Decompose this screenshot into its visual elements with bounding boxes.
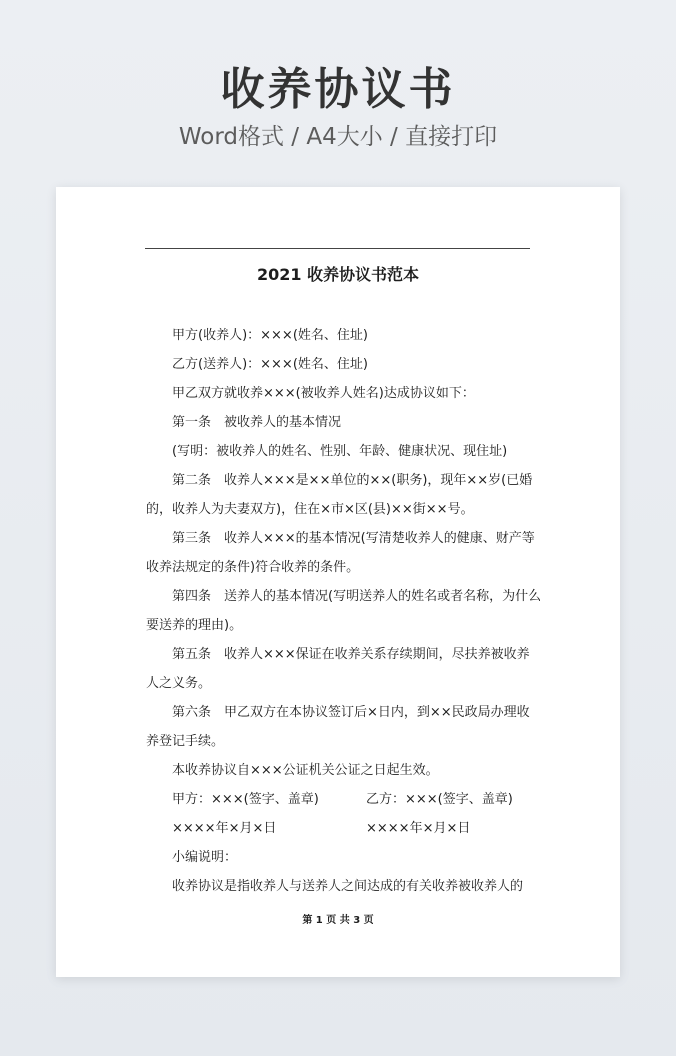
agreement-intro: 甲乙双方就收养×××(被收养人姓名)达成协议如下： <box>172 386 475 401</box>
article-6: 第六条 甲乙双方在本协议签订后×日内，到××民政局办理收养登记手续。 <box>146 705 530 749</box>
banner <box>0 0 676 180</box>
signature-row <box>146 785 542 814</box>
document-body <box>146 321 542 901</box>
page-number: 第 1 页 共 3 页 <box>302 915 374 926</box>
editor-note-text: 收养协议是指收养人与送养人之间达成的有关收养被收养人的 <box>172 879 524 894</box>
header-rule <box>145 248 530 249</box>
article-5: 第五条 收养人×××保证在收养关系存续期间，尽扶养被收养人之义务。 <box>146 647 530 691</box>
party-a-line: 甲方(收养人)：×××(姓名、住址) <box>172 328 368 343</box>
party-b-signature: 乙方：×××(签字、盖章) <box>366 792 513 807</box>
document-title: 2021 收养协议书范本 <box>256 265 420 284</box>
editor-note-heading: 小编说明： <box>172 850 238 865</box>
date-row <box>146 814 542 843</box>
article-1: 第一条 被收养人的基本情况 <box>172 415 342 430</box>
party-b-line: 乙方(送养人)：×××(姓名、住址) <box>172 357 368 372</box>
banner-title: 收养协议书 <box>220 64 456 115</box>
effective-clause: 本收养协议自×××公证机关公证之日起生效。 <box>172 763 439 778</box>
party-a-date: ××××年×月×日 <box>172 821 277 836</box>
party-b-date: ××××年×月×日 <box>366 821 471 836</box>
article-4: 第四条 送养人的基本情况(写明送养人的姓名或者名称，为什么要送养的理由)。 <box>146 589 542 633</box>
banner-subtitle: Word格式 / A4大小 / 直接打印 <box>178 124 498 150</box>
article-2: 第二条 收养人×××是××单位的××(职务)，现年××岁(已婚的，收养人为夫妻双方)，住在×市×区(县)××街××号。 <box>146 473 533 517</box>
party-a-signature: 甲方：×××(签字、盖章) <box>172 792 319 807</box>
document-page <box>56 187 620 977</box>
article-3: 第三条 收养人×××的基本情况(写清楚收养人的健康、财产等收养法规定的条件)符合收养的条件。 <box>146 531 535 575</box>
article-1-note: (写明：被收养人的姓名、性别、年龄、健康状况、现住址) <box>172 444 508 459</box>
